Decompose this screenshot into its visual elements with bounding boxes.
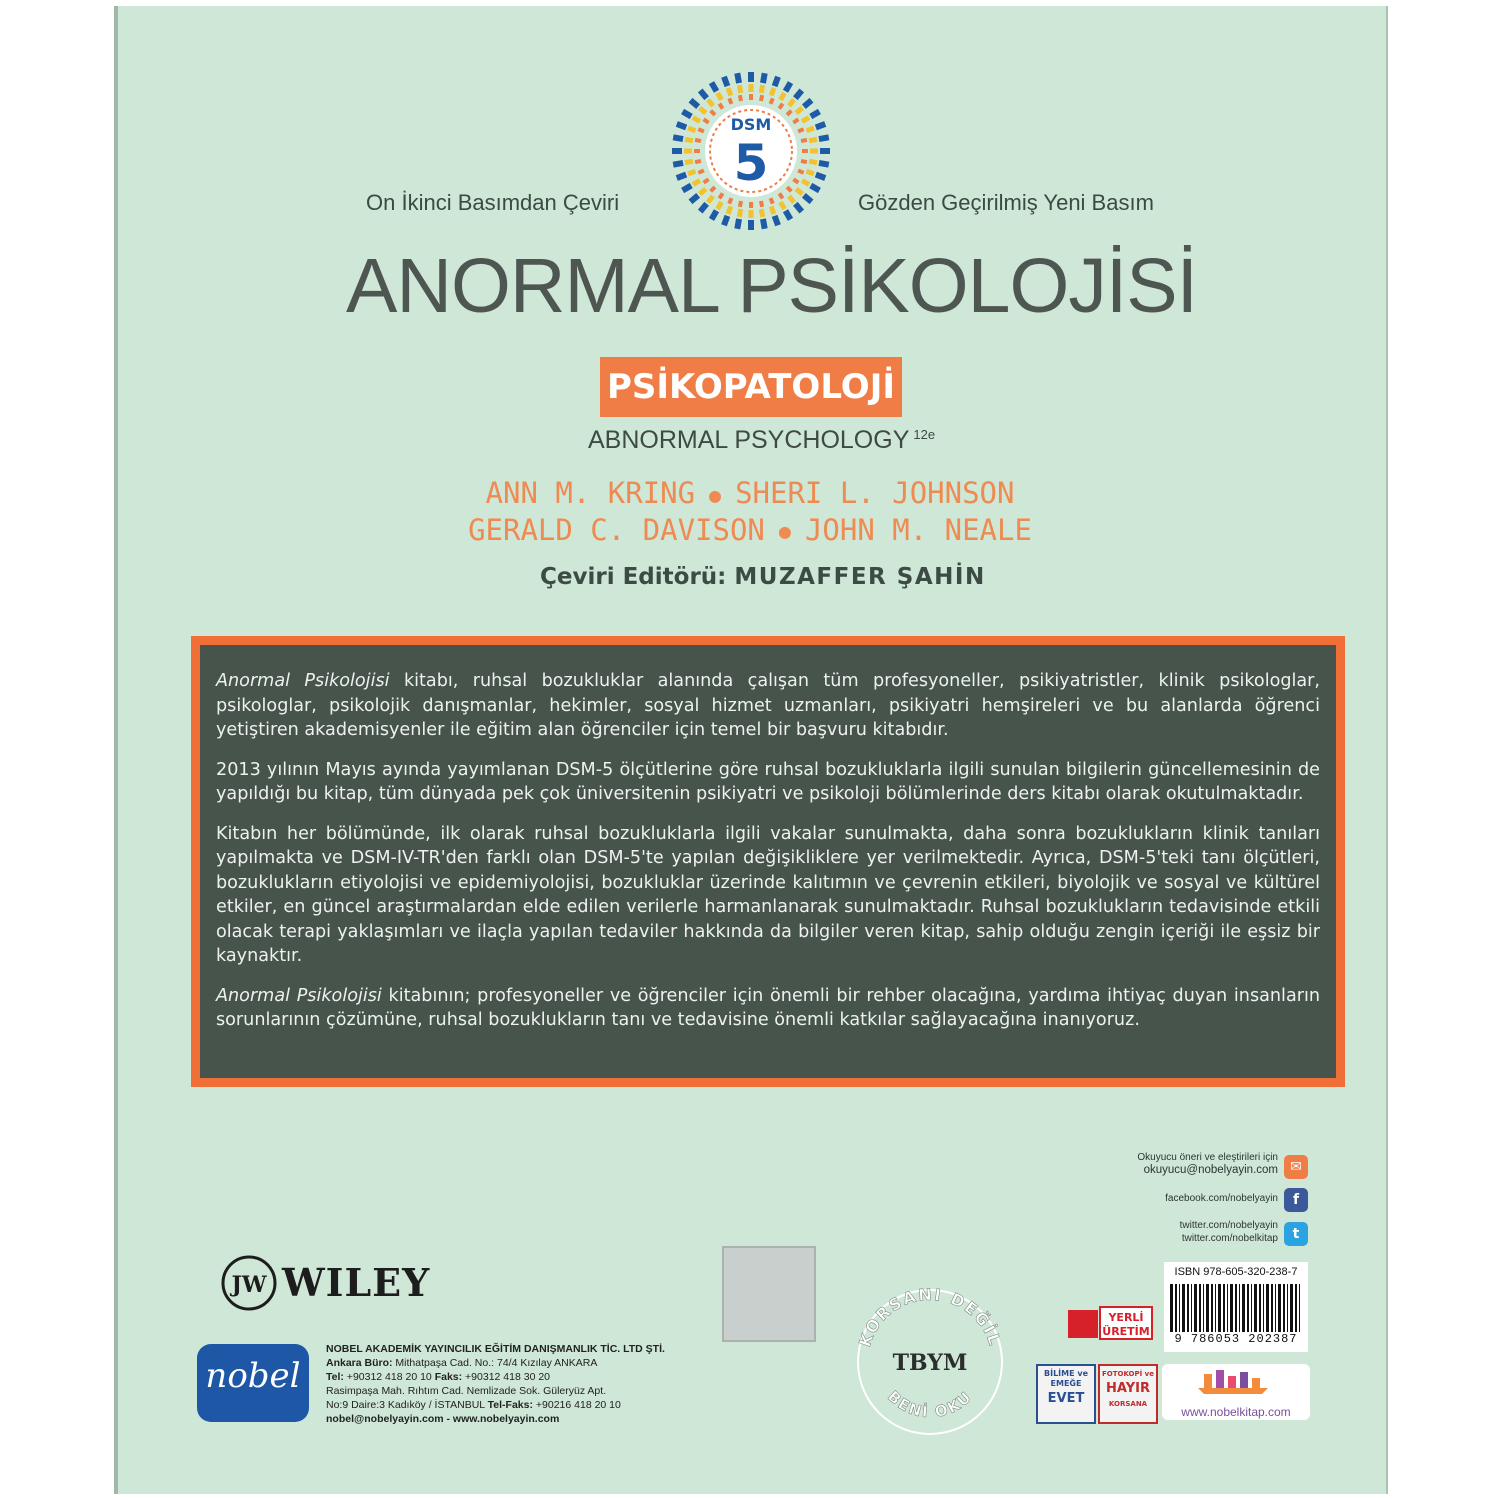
bilime-text: BİLİME ve: [1044, 1369, 1088, 1378]
translation-note: On İkinci Basımdan Çeviri: [366, 190, 620, 215]
fax-number: +90312 418 30 20: [462, 1371, 551, 1383]
barcode-digits: 9 786053 202387: [1164, 1332, 1308, 1350]
fotokopi-text: FOTOKOPİ ve: [1101, 1370, 1154, 1378]
wiley-logo-text: WILEY: [282, 1260, 431, 1305]
uretim-text: ÜRETİM: [1102, 1325, 1150, 1338]
twitter-icon: t: [1284, 1222, 1308, 1246]
hayir-text: HAYIR: [1106, 1381, 1150, 1396]
subject-label: PSİKOPATOLOJİ: [600, 357, 902, 417]
description-paragraph-3: Kitabın her bölümünde, ilk olarak ruhsal bozukluklarla ilgili vakalar sunulmakta, daha sonra bozuklukların klinik tanıları yapılmakta ve DSM-IV-TR'den farklı olan DSM-5'te yapılan değişikliklere yer verilmektedir. Ayrıca, DSM-5'teki tanı ölçütleri, bozuklukların etiyolojisi ve epidemiyolojisi, bozukluklar üzerinde kalıtımın ve çevrenin etkileri, biyolojik ve sosyal ve kültürel etkiler, en güncel araştırmalardan elde edilen verilerle harmanlanarak sunulmaktadır. Ruhsal bozuklukların tedavisinde etkili olacak terapi yaklaşımları ve ilaçla yapılan tedaviler hakkında da bilgiler veren kitap, sahip olduğu zengin içeriği ile eşsiz bir kaynaktır.: [216, 823, 1320, 966]
svg-text:BENİ OKU: [884, 1387, 976, 1421]
isbn-label: ISBN 978-605-320-238-7: [1164, 1262, 1308, 1282]
tbym-logo-text: TBYM: [892, 1350, 968, 1376]
fax-label: Faks:: [434, 1371, 463, 1383]
original-title: [588, 426, 935, 455]
tel-label: Tel:: [326, 1371, 344, 1383]
dsm5-badge: [672, 72, 830, 230]
emege-text: EMEĞE: [1050, 1379, 1082, 1388]
book-title: ANORMAL PSİKOLOJİSİ: [346, 243, 1198, 329]
anti-photocopy-stamp: [1098, 1364, 1158, 1424]
evet-text: EVET: [1047, 1391, 1085, 1406]
publisher-istanbul-address: Rasimpaşa Mah. Rıhtım Cad. Nemlizade Sok. Güleryüz Apt.: [326, 1385, 607, 1397]
seal-top-text: KORSANI DEĞİL: [855, 1284, 1005, 1350]
book-name-italic: Anormal Psikolojisi: [216, 671, 390, 691]
author-4: JOHN M. NEALE: [804, 512, 1032, 547]
authors: [300, 476, 1200, 549]
mail-icon: ✉: [1284, 1155, 1308, 1179]
description-paragraph-2: 2013 yılının Mayıs ayında yayımlanan DSM-5 ölçütlerine göre ruhsal bozukluklarla ilgili sunulan bilgilerin güncellemesinin de yapıldığı bu kitap, tüm dünyada pek çok üniversitenin psikiyatri ve psikoloji bölümlerinde ders kitabı olarak okutulmaktadır.: [216, 759, 1320, 804]
tel-number: +90312 418 20 10: [343, 1371, 435, 1383]
cart-icon: [1192, 1368, 1280, 1398]
author-separator: ●: [709, 482, 722, 507]
description-paragraph-1: [216, 669, 1320, 743]
hologram-sticker: [722, 1246, 816, 1342]
nobel-logo: [197, 1344, 309, 1422]
author-separator: ●: [778, 519, 791, 543]
svg-text:KORSANI DEĞİL: [855, 1285, 1005, 1349]
twitter-link-1[interactable]: twitter.com/nobelyayin: [1179, 1220, 1278, 1231]
author-1: ANN M. KRING: [485, 476, 696, 510]
korsana-text: KORSANA: [1108, 1400, 1148, 1408]
reader-email-link[interactable]: okuyucu@nobelyayin.com: [1143, 1164, 1278, 1176]
anti-piracy-seal: [846, 1278, 1014, 1446]
author-3: GERALD C. DAVISON: [468, 512, 765, 547]
ankara-address: Mithatpaşa Cad. No.: 74/4 Kızılay ANKARA: [392, 1357, 598, 1369]
authors-row-2: [300, 513, 1200, 550]
dsm-text: DSM: [730, 115, 772, 134]
editor-name: MUZAFFER ŞAHİN: [734, 564, 986, 590]
paragraph-4-text: kitabının; profesyoneller ve öğrenciler için önemli bir rehber olacağına, yardıma ihtiyaç duyan insanların sorunlarının çözümüne, ruhsal bozuklukların tanı ve tedavisine önemli katkılar sağlayacağına inanıyoruz.: [216, 985, 1320, 1030]
twitter-link-2[interactable]: twitter.com/nobelkitap: [1181, 1233, 1278, 1244]
book-name-italic: Anormal Psikolojisi: [216, 985, 382, 1006]
svg-text:JW: JW: [231, 1272, 267, 1298]
publisher-web[interactable]: nobel@nobelyayin.com - www.nobelyayin.com: [326, 1413, 560, 1425]
publisher-istanbul-address-2: [326, 1399, 621, 1411]
tel-fax-number: +90216 418 20 10: [532, 1399, 621, 1411]
facebook-icon: f: [1284, 1188, 1308, 1212]
nobel-logo-text: nobel: [205, 1356, 301, 1396]
reader-note: Okuyucu öneri ve eleştirileri için: [1137, 1152, 1278, 1163]
edition-text: 12e: [913, 426, 936, 442]
dsm-number: 5: [733, 134, 769, 192]
revised-edition-note: Gözden Geçirilmiş Yeni Basım: [858, 190, 1154, 215]
tel-fax-label: Tel-Faks:: [487, 1399, 533, 1411]
istanbul-address: No:9 Daire:3 Kadıköy / İSTANBUL: [326, 1399, 488, 1411]
authors-row-1: [300, 476, 1200, 513]
yerli-text: YERLİ: [1108, 1311, 1144, 1324]
publisher-name: NOBEL AKADEMİK YAYINCILIK EĞİTİM DANIŞMANLIK TİC. LTD ŞTİ.: [326, 1343, 665, 1355]
facebook-link[interactable]: facebook.com/nobelyayin: [1165, 1193, 1278, 1204]
description-paragraph-4: [216, 984, 1320, 1033]
author-2: SHERI L. JOHNSON: [735, 476, 1015, 510]
publisher-phone: [326, 1371, 550, 1383]
original-title-text: ABNORMAL PSYCHOLOGY: [588, 426, 910, 454]
translation-editor: [540, 564, 986, 590]
publisher-ankara-address: [326, 1357, 597, 1369]
paragraph-1-text: kitabı, ruhsal bozukluklar alanında çalışan tüm profesyoneller, psikiyatristler, klinik psikologlar, psikologlar, psikolojik danışmanlar, hekimler, sosyal hizmet uzmanları, psikiyatri hemşireleri ve bu alanlarda öğrenci yetiştiren akademisyenler ile eğitim alan öğrenciler için temel bir başvuru kitabıdır.: [216, 671, 1321, 740]
editor-label: Çeviri Editörü:: [540, 564, 727, 590]
nobelkitap-link[interactable]: www.nobelkitap.com: [1181, 1405, 1291, 1419]
spine-edge: [114, 6, 118, 1494]
seal-bottom-text: BENİ OKU: [884, 1387, 976, 1422]
description-box: [191, 636, 1345, 1087]
local-production-badge: [1068, 1306, 1154, 1340]
ankara-label: Ankara Büro:: [326, 1357, 393, 1369]
science-support-stamp: [1036, 1364, 1096, 1424]
wiley-emblem-icon: [220, 1254, 278, 1312]
